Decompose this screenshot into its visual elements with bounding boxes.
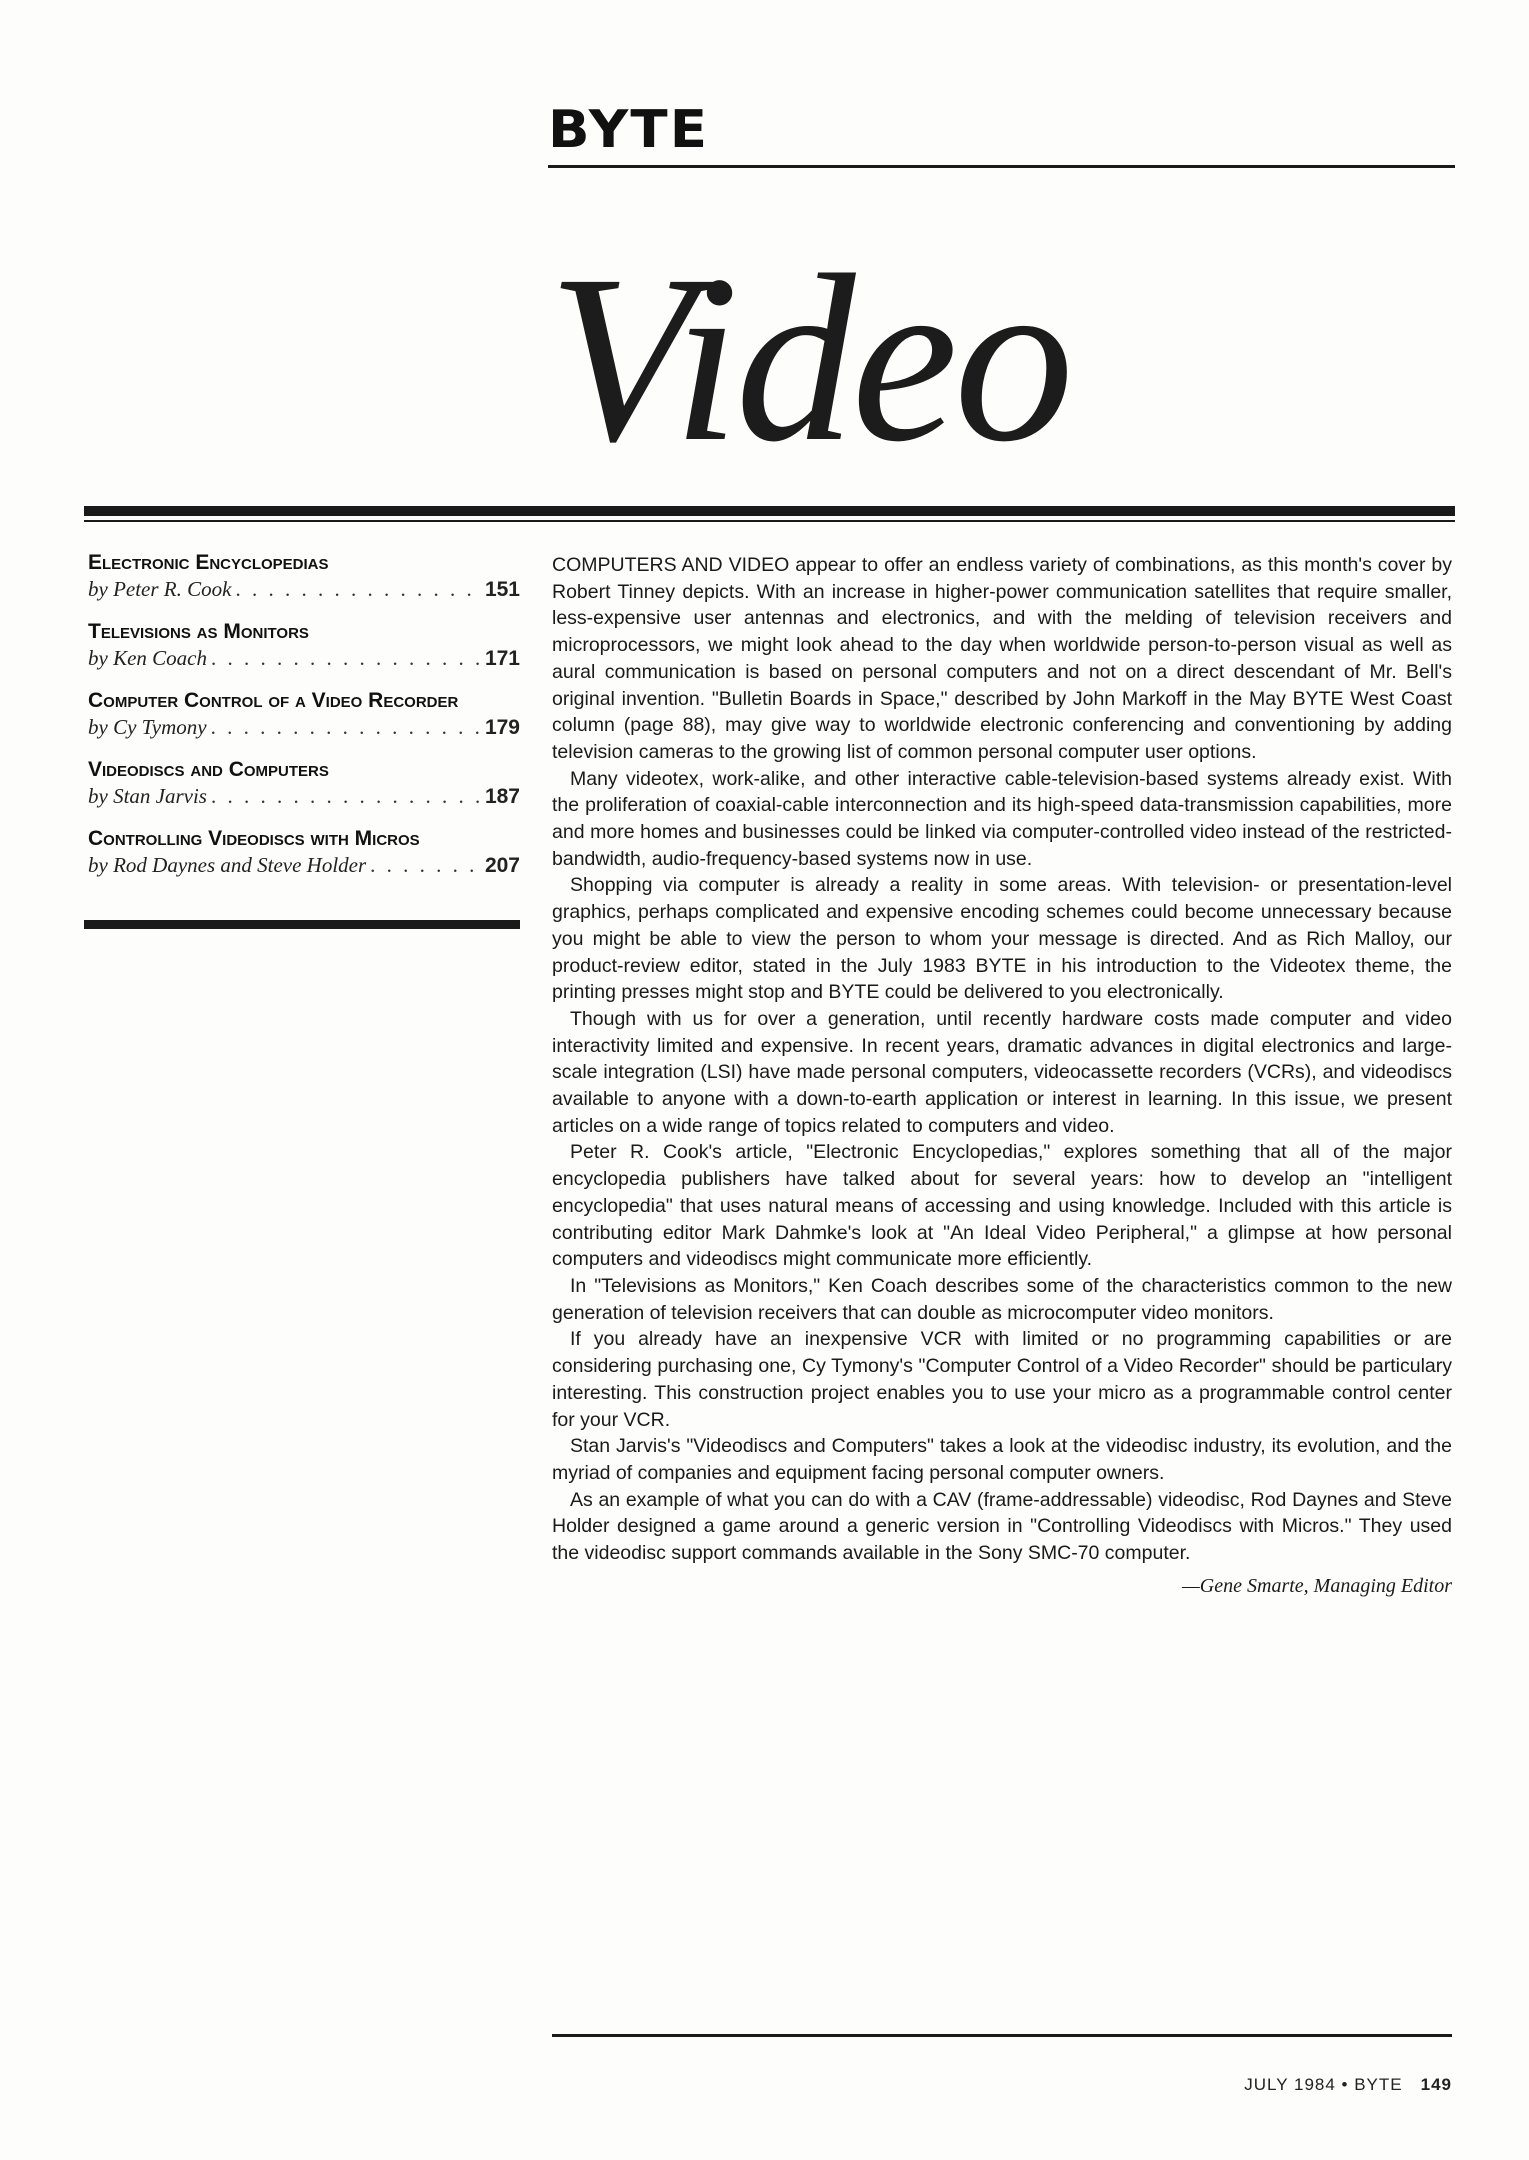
article-paragraph: Though with us for over a generation, until recently hardware costs made computer and video interactivity limited and expensive. In recent years, dramatic advances in digital electronics and large-scale integration (LSI) have made personal computers, videocassette recorders (VCRs), and videodiscs available to anyone with a down-to-earth application or interest in learning. In this issue, we present articles on a wide range of topics related to computers and video. xyxy=(552,1007,1452,1137)
toc-page-number: 151 xyxy=(484,578,520,601)
toc-leader xyxy=(211,714,481,741)
toc-byline: by Stan Jarvis xyxy=(88,784,207,808)
article-body xyxy=(552,552,1452,1599)
toc-line xyxy=(88,852,520,879)
byte-masthead-logo: BYTE xyxy=(548,100,710,160)
toc-byline: by Cy Tymony xyxy=(88,715,207,739)
toc-page-number: 179 xyxy=(484,716,520,739)
section-title: Video xyxy=(548,225,1070,491)
toc-leader xyxy=(211,645,481,672)
toc-leader xyxy=(235,576,481,603)
toc-item xyxy=(88,757,520,810)
toc-leader xyxy=(370,852,481,879)
title-rule-thin xyxy=(84,520,1455,522)
toc-line xyxy=(88,645,520,672)
article-paragraph: Many videotex, work-alike, and other interactive cable-television-based systems already exist. With the proliferation of coaxial-cable interconnection and its high-speed data-transmission capabilities, more and more homes and businesses could be linked via computer-controlled video instead of the restricted-bandwidth, audio-frequency-based systems now in use. xyxy=(552,767,1452,870)
toc-page-number: 207 xyxy=(484,854,520,877)
toc-byline: by Rod Daynes and Steve Holder xyxy=(88,853,367,877)
toc-line xyxy=(88,783,520,810)
article-paragraph: COMPUTERS AND VIDEO appear to offer an endless variety of combinations, as this month's cover by Robert Tinney depicts. With an increase in higher-power communication satellites that require smaller, less-expensive user antennas and electronics, and with the melding of television receivers and microprocessors, we might look ahead to the day when worldwide person-to-person visual as well as aural communication is based on personal computers and not on a direct descendant of Mr. Bell's original invention. "Bulletin Boards in Space," described by John Markoff in the May BYTE West Coast column (page 88), may give way to worldwide electronic conferencing and conventioning by adding television cameras to the growing list of common personal computer user options. xyxy=(552,554,1452,763)
folio-page-number: 149 xyxy=(1420,2075,1452,2094)
article-paragraph: Shopping via computer is already a reality in some areas. With television- or presentation-level graphics, perhaps complicated and expensive encoding schemes could become unnecessary because you might be able to view the person to whom your message is directed. And as Rich Malloy, our product-review editor, stated in the July 1983 BYTE in his introduction to the Videotex theme, the printing presses might stop and BYTE could be delivered to you electronically. xyxy=(552,874,1452,1004)
toc-title: Controlling Videodiscs with Micros xyxy=(88,827,420,850)
toc-title: Videodiscs and Computers xyxy=(88,758,329,781)
toc-item xyxy=(88,826,520,879)
toc-byline: by Peter R. Cook xyxy=(88,577,232,601)
footer-rule xyxy=(552,2034,1452,2037)
toc-byline: by Ken Coach xyxy=(88,646,207,670)
toc-title: Televisions as Monitors xyxy=(88,620,309,643)
article-paragraph: Stan Jarvis's "Videodiscs and Computers" takes a look at the videodisc industry, its evolution, and the myriad of companies and equipment facing personal computer owners. xyxy=(552,1435,1452,1484)
page-folio xyxy=(1244,2075,1452,2095)
folio-issue: JULY 1984 • BYTE xyxy=(1244,2075,1403,2094)
toc-item xyxy=(88,688,520,741)
toc-item xyxy=(88,550,520,603)
masthead-rule xyxy=(548,165,1455,168)
toc-page-number: 171 xyxy=(484,647,520,670)
title-rule-thick xyxy=(84,506,1455,516)
toc-title: Electronic Encyclopedias xyxy=(88,551,329,574)
table-of-contents xyxy=(88,550,520,895)
toc-line xyxy=(88,576,520,603)
article-paragraph: Peter R. Cook's article, "Electronic Encyclopedias," explores something that all of the major encyclopedia publishers have talked about for several years: how to develop an "intelligent encyclopedia" that uses natural means of accessing and using knowledge. Included with this article is contributing editor Mark Dahmke's look at "An Ideal Video Peripheral," a glimpse at how personal computers and videodiscs might communicate more efficiently. xyxy=(552,1141,1452,1271)
toc-line xyxy=(88,714,520,741)
toc-title: Computer Control of a Video Recorder xyxy=(88,689,459,712)
toc-page-number: 187 xyxy=(484,785,520,808)
editor-signature: —Gene Smarte, Managing Editor xyxy=(1182,1574,1452,1597)
toc-item xyxy=(88,619,520,672)
toc-leader xyxy=(211,783,481,810)
article-paragraph: In "Televisions as Monitors," Ken Coach describes some of the characteristics common to the new generation of television receivers that can double as microcomputer video monitors. xyxy=(552,1274,1452,1324)
article-paragraph: As an example of what you can do with a CAV (frame-addressable) videodisc, Rod Daynes and Steve Holder designed a game around a generic version in "Controlling Videodiscs with Micros." They used the videodisc support commands available in the Sony SMC-70 computer. xyxy=(552,1488,1452,1565)
article-paragraph: If you already have an inexpensive VCR with limited or no programming capabilities or are considering purchasing one, Cy Tymony's "Computer Control of a Video Recorder" should be particulary interesting. This construction project enables you to use your micro as a programmable control center for your VCR. xyxy=(552,1328,1452,1431)
toc-bottom-rule xyxy=(84,920,520,929)
